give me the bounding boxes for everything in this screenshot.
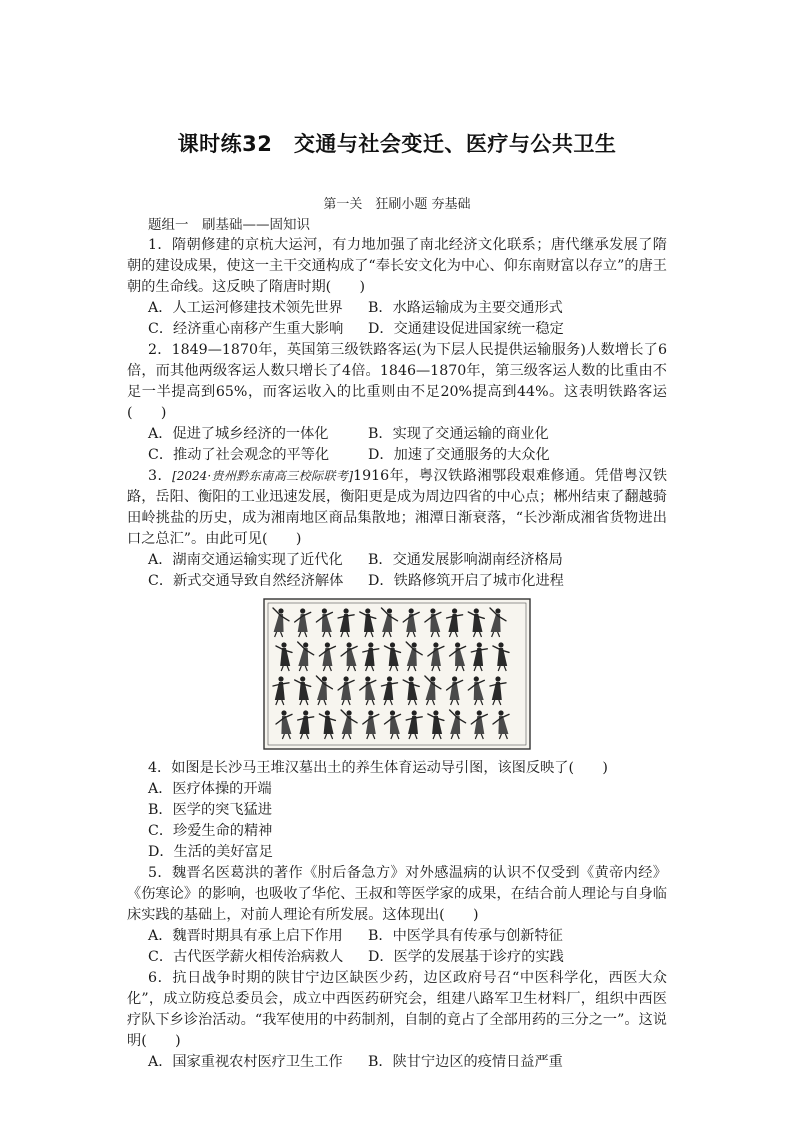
option-d[interactable]: D．医学的发展基于诊疗的实践 (368, 949, 564, 965)
daoyin-illustration (263, 598, 531, 750)
option-c[interactable]: C．古代医学薪火相传治病救人 (148, 949, 344, 965)
option-b[interactable]: B．水路运输成为主要交通形式 (368, 300, 563, 316)
question-1 (127, 235, 667, 340)
option-b[interactable]: B．实现了交通运输的商业化 (368, 426, 549, 442)
options (127, 1052, 667, 1073)
question-number: 3． (148, 468, 173, 484)
option-a[interactable]: A．医疗体操的开端 (148, 781, 272, 797)
daoyin-figure (127, 598, 667, 750)
option-b[interactable]: B．交通发展影响湖南经济格局 (368, 552, 563, 568)
question-5 (127, 863, 667, 968)
option-a[interactable]: A．人工运河修建技术领先世界 (148, 300, 343, 316)
question-6 (127, 968, 667, 1073)
option-c[interactable]: C．经济重心南移产生重大影响 (148, 321, 344, 337)
options (127, 779, 667, 863)
options (127, 550, 667, 592)
group-heading: 题组一 刷基础——固知识 (148, 217, 310, 233)
question-text: 1916年，粤汉铁路湘鄂段艰难修通。凭借粤汉铁路，岳阳、衡阳的工业迅速发展，衡阳更是成为周边四省的中心点；郴州结束了翻越骑田岭挑盐的历史，成为湘南地区商品集散地；湘潭日渐衰落，“长沙渐成湘省货物进出口之总汇”。由此可见( ) (127, 468, 668, 547)
option-b[interactable]: B．中医学具有传承与创新特征 (368, 928, 563, 944)
option-a[interactable]: A．魏晋时期具有承上启下作用 (148, 928, 343, 944)
options (127, 298, 667, 340)
question-stem: 4．如图是长沙马王堆汉墓出土的养生体育运动导引图，该图反映了( ) (148, 760, 608, 776)
question-stem (127, 466, 667, 550)
options (127, 424, 667, 466)
option-b[interactable]: B．陕甘宁边区的疫情日益严重 (368, 1054, 563, 1070)
question-stem: 5．魏晋名医葛洪的著作《肘后备急方》对外感温病的认识不仅受到《黄帝内经》《伤寒论》的影响，也吸收了华佗、王叔和等医学家的成果，在结合前人理论与自身临床实践的基础上，对前人理论有所发展。这体现出( ) (127, 865, 667, 923)
option-a[interactable]: A．促进了城乡经济的一体化 (148, 426, 329, 442)
option-d[interactable]: D．交通建设促进国家统一稳定 (368, 321, 564, 337)
options (127, 926, 667, 968)
question-source: [2024·贵州黔东南高三校际联考] (172, 469, 354, 483)
option-b[interactable]: B．医学的突飞猛进 (148, 802, 272, 818)
question-4 (127, 758, 667, 863)
option-c[interactable]: C．推动了社会观念的平等化 (148, 447, 330, 463)
question-stem: 2．1849—1870年，英国第三级铁路客运(为下层人民提供运输服务)人数增长了6倍，而其他两级客运人数只增长了4倍。1846—1870年，第三级客运人数的比重由不足一半提高到65%，而客运收入的比重则由不足20%提高到44%。这表明铁路客运( ) (127, 342, 667, 421)
question-stem: 6．抗日战争时期的陕甘宁边区缺医少药，边区政府号召“中医科学化，西医大众化”，成立防疫总委员会，成立中西医药研究会，组建八路军卫生材料厂，组织中西医疗队下乡诊治活动。“我军使用的中药制剂，自制的竟占了全部用药的三分之一”。这说明( ) (127, 970, 667, 1049)
option-c[interactable]: C．新式交通导致自然经济解体 (148, 573, 344, 589)
option-d[interactable]: D．生活的美好富足 (148, 844, 273, 860)
question-stem: 1．隋朝修建的京杭大运河，有力地加强了南北经济文化联系；唐代继承发展了隋朝的建设成果，使这一主干交通构成了“奉长安文化为中心、仰东南财富以存立”的唐王朝的生命线。这反映了隋唐时期( ) (127, 237, 667, 295)
question-2 (127, 340, 667, 466)
option-a[interactable]: A．湖南交通运输实现了近代化 (148, 552, 343, 568)
option-c[interactable]: C．珍爱生命的精神 (148, 823, 273, 839)
option-d[interactable]: D．铁路修筑开启了城市化进程 (368, 573, 564, 589)
section-heading: 第一关 狂刷小题 夯基础 (323, 197, 471, 212)
option-a[interactable]: A．国家重视农村医疗卫生工作 (148, 1054, 343, 1070)
option-d[interactable]: D．加速了交通服务的大众化 (368, 447, 550, 463)
question-list (127, 235, 667, 1073)
page-title: 课时练32 交通与社会变迁、医疗与公共卫生 (177, 132, 617, 156)
question-3 (127, 466, 667, 592)
